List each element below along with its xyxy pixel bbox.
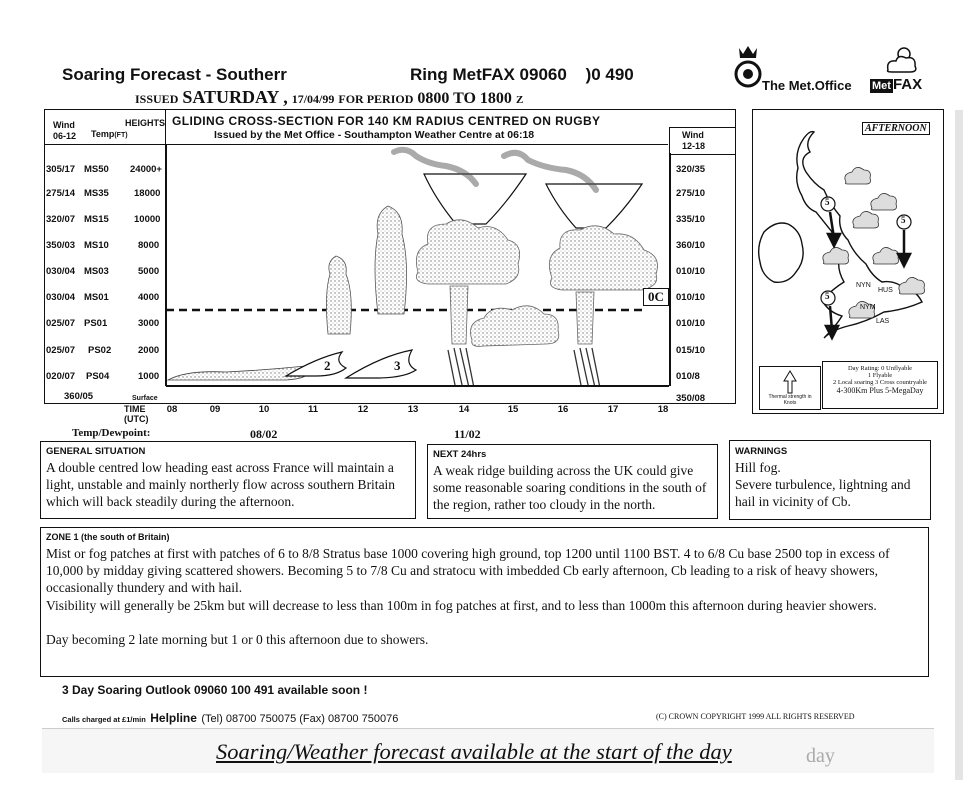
- level-wind-left: 025/07: [46, 345, 76, 356]
- zone-1-paragraph-1: Mist or fog patches at first with patches of 6 to 8/8 Stratus base 1000 covering high ground, top 1200 until 1100 BST. 4 to 6/8 Cu base 2500 top in excess of 10,000 by midday giving scattered showers. Becoming 5 to 7/8 Cu and stratocu with imbedded Cb early afternoon, Cb leading to a risk of heavy showers, occasionally thundery and with hail.: [46, 546, 890, 595]
- map-label: AFTERNOON: [862, 122, 930, 135]
- map-arrow-label: 5: [825, 197, 830, 207]
- availability-banner: Soaring/Weather forecast available at the start of the day: [216, 739, 732, 764]
- level-height: 4000: [138, 292, 160, 303]
- time-label: TIME: [124, 404, 146, 414]
- level-wind-right: 275/10: [676, 188, 706, 199]
- time-tick: 09: [209, 404, 221, 415]
- chart-title: GLIDING CROSS-SECTION FOR 140 KM RADIUS CENTRED ON RUGBY: [172, 114, 601, 128]
- surface-wind-left: 360/05: [64, 391, 94, 402]
- surface-label: Surface: [132, 395, 158, 402]
- level-height: 2000: [138, 345, 160, 356]
- level-wind-left: 350/03: [46, 240, 76, 251]
- heights-label: HEIGHTS: [125, 118, 166, 128]
- temp-dewpoint-label: Temp/Dewpoint:: [72, 427, 151, 439]
- metfax-fax: FAX: [892, 76, 923, 93]
- level-wind-right: 010/10: [676, 266, 706, 277]
- level-wind-right: 320/35: [676, 164, 706, 175]
- metfax-logo: [870, 76, 922, 94]
- temp-label-text: Temp: [91, 129, 115, 139]
- level-height: 1000: [138, 371, 160, 382]
- level-temp: MS01: [84, 292, 109, 303]
- issued-for: FOR PERIOD: [338, 92, 414, 106]
- right-edge-shadow: [955, 110, 963, 780]
- issued-line: [135, 87, 523, 108]
- temp-label: [91, 129, 128, 139]
- chart-bottom-axis: [166, 385, 669, 387]
- low-cumulus: [471, 306, 559, 347]
- thermal-legend-caption: Thermal strength in Knots: [768, 394, 812, 406]
- general-situation-panel: [40, 441, 416, 519]
- map-place-label: NYN: [856, 282, 871, 289]
- metfax-cloud-icon: [882, 46, 922, 76]
- cb2-body: [549, 226, 657, 290]
- next-24hrs-panel: [427, 444, 718, 519]
- dewpoint-afternoon: 11/02: [454, 427, 481, 441]
- cb2-column: [576, 292, 594, 344]
- next-24hrs-title: NEXT 24hrs: [433, 449, 487, 460]
- issued-date: 17/04/99: [291, 92, 335, 106]
- time-tick: 08: [166, 404, 178, 415]
- thermal-legend: [759, 366, 821, 410]
- time-sub-label: (UTC): [124, 414, 149, 424]
- tower-cloud-2: [375, 206, 407, 314]
- chart-header-right: [669, 127, 735, 155]
- ireland-outline: [759, 223, 803, 282]
- general-situation-text: A double centred low heading east across France will maintain a light, unstable and mainly northerly flow across southern Britain which will back steadily during the afternoon.: [46, 460, 396, 509]
- wave-cloud-2: [286, 352, 346, 376]
- right-wind-label: Wind: [682, 130, 704, 140]
- zone-1-paragraph-2: Visibility will generally be 25km but will decrease to less than 100m in fog patches at first, and to less than 1000m this afternoon during heavier showers.: [46, 598, 877, 613]
- level-wind-left: 020/07: [46, 371, 76, 382]
- left-wind-label: Wind: [53, 120, 75, 130]
- level-temp: MS15: [84, 214, 109, 225]
- time-tick: 12: [357, 404, 369, 415]
- level-temp: MS35: [84, 188, 109, 199]
- issued-period-suffix: Z: [515, 94, 524, 106]
- warnings-line1: Hill fog.: [735, 460, 781, 475]
- time-tick: 14: [458, 404, 470, 415]
- level-temp: MS10: [84, 240, 109, 251]
- thermal-arrow-icon: [760, 367, 820, 397]
- zone-1-title: ZONE 1 (the south of Britain): [46, 532, 170, 542]
- cumulus-label-2: 2: [324, 358, 331, 373]
- zone-1-panel: [40, 527, 929, 677]
- metfax-met: Met: [872, 80, 891, 92]
- time-tick: 18: [657, 404, 669, 415]
- level-wind-left: 275/14: [46, 188, 76, 199]
- time-tick: 11: [307, 404, 319, 415]
- tower-cloud-1: [326, 256, 351, 334]
- general-situation-title: GENERAL SITUATION: [46, 446, 146, 457]
- level-temp: PS02: [88, 345, 112, 356]
- issued-prefix: ISSUED: [135, 92, 179, 106]
- cb2-rain: [574, 348, 600, 385]
- level-height: 5000: [138, 266, 160, 277]
- time-tick: 17: [607, 404, 619, 415]
- helpline-label: Helpline: [150, 711, 197, 725]
- map-arrow-label: 5: [901, 215, 906, 225]
- chart-subtitle: Issued by the Met Office - Southampton Weather Centre at 06:18: [214, 129, 535, 141]
- outlook-line: 3 Day Soaring Outlook 09060 100 491 available soon !: [62, 683, 368, 697]
- warnings-title: WARNINGS: [735, 446, 788, 457]
- level-temp: MS50: [84, 164, 109, 175]
- chart-title-block: [166, 110, 668, 145]
- ring-text: Ring MetFAX 09060: [410, 65, 567, 84]
- freezing-level-label: 0C: [643, 288, 669, 306]
- level-height: 18000: [134, 188, 161, 199]
- warnings-line2: Severe turbulence, lightning and hail in vicinity of Cb.: [735, 477, 911, 509]
- map-place-label: HUS: [878, 287, 893, 294]
- ring-metfax-number: [410, 65, 634, 85]
- right-wind-sub: 12-18: [682, 141, 706, 151]
- cb1-rain: [448, 348, 474, 385]
- day-rating-line: Day Rating: 0 Unflyable: [847, 365, 913, 372]
- level-wind-left: 305/17: [46, 164, 76, 175]
- level-height: 8000: [138, 240, 160, 251]
- met-office-crest-icon: [733, 44, 763, 92]
- level-wind-left: 030/04: [46, 292, 76, 303]
- level-temp: PS04: [86, 371, 110, 382]
- met-office-logo-text: The Met.Office: [762, 78, 852, 93]
- cb1-column: [450, 286, 468, 344]
- chart-right-divider: [669, 153, 671, 386]
- calls-charged: Calls charged at £1/min: [62, 715, 146, 724]
- day-rating-legend: [822, 361, 938, 409]
- level-temp: PS01: [84, 318, 108, 329]
- level-wind-left: 025/07: [46, 318, 76, 329]
- level-height: 24000+: [130, 164, 162, 175]
- zone-1-paragraph-3: Day becoming 2 late morning but 1 or 0 this afternoon due to showers.: [46, 632, 429, 647]
- level-height: 3000: [138, 318, 160, 329]
- time-tick: 15: [507, 404, 519, 415]
- banner-ghost-text: day: [806, 745, 835, 767]
- dewpoint-morning: 08/02: [250, 427, 278, 441]
- helpline-numbers: (Tel) 08700 750075 (Fax) 08700 750076: [201, 713, 399, 725]
- chart-header-left: [45, 110, 166, 145]
- fog-layer: [168, 366, 309, 380]
- day-rating-line: 4-300Km Plus 5-MegaDay: [836, 386, 924, 395]
- map-place-label: LAS: [876, 318, 890, 325]
- level-wind-left: 320/07: [46, 214, 76, 225]
- level-wind-right: 010/10: [676, 292, 706, 303]
- temp-unit: (FT): [114, 132, 128, 139]
- level-wind-right: 360/10: [676, 240, 706, 251]
- level-wind-right: 010/10: [676, 318, 706, 329]
- issued-day: SATURDAY ,: [182, 87, 288, 107]
- wave-cloud-3: [346, 350, 416, 378]
- level-height: 10000: [134, 214, 161, 225]
- time-tick: 13: [407, 404, 419, 415]
- map-arrow-label: 5: [825, 291, 830, 301]
- level-wind-right: 015/10: [676, 345, 706, 356]
- level-wind-right: 010/8: [676, 371, 700, 382]
- copyright: (C) CROWN COPYRIGHT 1999 ALL RIGHTS RESERVED: [656, 712, 855, 721]
- level-temp: MS03: [84, 266, 109, 277]
- time-tick: 10: [258, 404, 270, 415]
- ring-number-suffix: )0 490: [585, 65, 634, 84]
- surface-wind-right: 350/08: [676, 393, 706, 404]
- uk-map-icon: [754, 112, 942, 342]
- day-rating-line: 1 Flyable: [867, 372, 893, 379]
- time-tick: 16: [557, 404, 569, 415]
- day-rating-line: 2 Local soaring 3 Cross countryable: [832, 379, 928, 386]
- warnings-panel: [729, 440, 931, 520]
- next-24hrs-text: A weak ridge building across the UK could give some reasonable soaring conditions in the south of the region, rather too cloudy in the north.: [433, 463, 707, 512]
- cloud-cross-section: [166, 144, 669, 385]
- cumulus-label-3: 3: [394, 358, 401, 373]
- helpline-line: [62, 709, 398, 727]
- forecast-title: Soaring Forecast - Southerr: [62, 65, 287, 84]
- map-place-label: NYM: [860, 304, 876, 311]
- cb1-body: [416, 220, 519, 284]
- level-wind-right: 335/10: [676, 214, 706, 225]
- left-wind-sub: 06-12: [53, 131, 77, 141]
- level-wind-left: 030/04: [46, 266, 76, 277]
- issued-period: 0800 TO 1800: [417, 90, 512, 107]
